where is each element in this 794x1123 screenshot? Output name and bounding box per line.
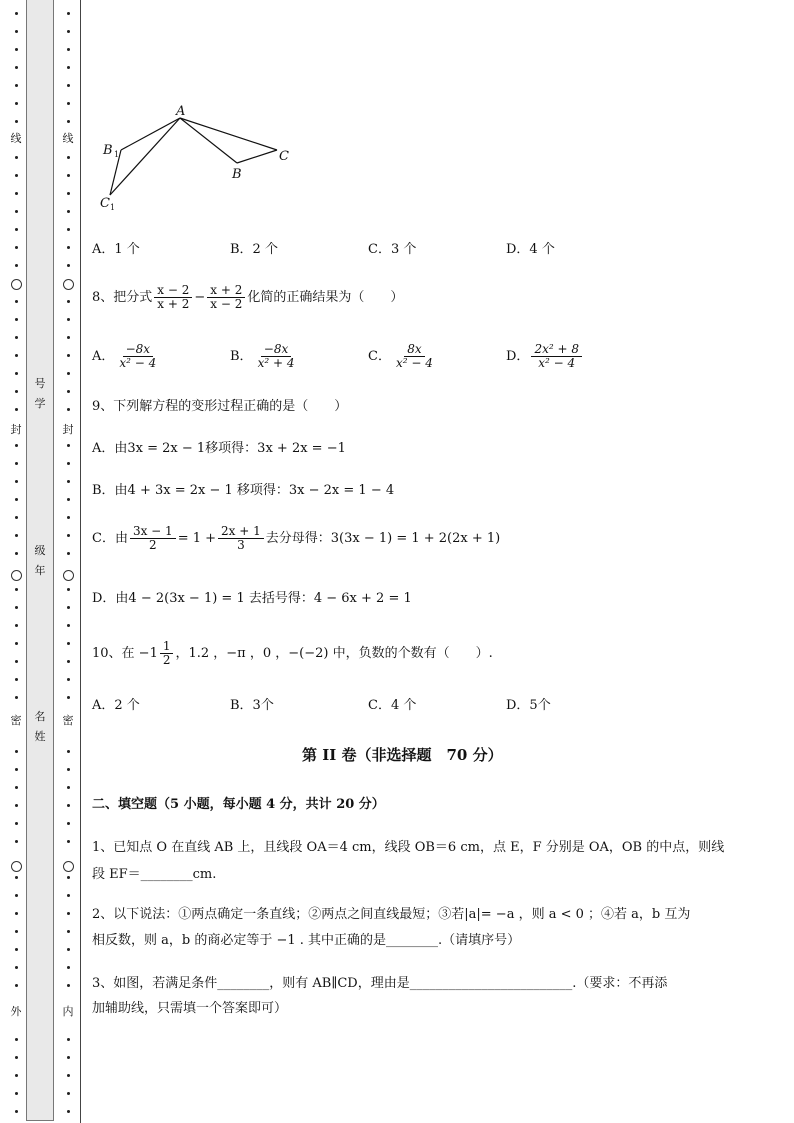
q9-c-f1-denominator: 2 (149, 538, 157, 552)
q9-c-mid: = 1 + (177, 531, 217, 546)
seal-dot (67, 876, 70, 879)
seal-dot (67, 228, 70, 231)
q8-option-label: B． (230, 349, 253, 364)
q10-stem-post: ，1.2 ，−π ，0 ，−(−2) 中，负数的个数有（ ）. (175, 646, 493, 661)
seal-dot (67, 588, 70, 591)
seal-dot (15, 210, 18, 213)
seal-dot (15, 552, 18, 555)
seal-dot (15, 444, 18, 447)
fill-q2-line-2: 相反数，则 a，b 的商必定等于 −1 . 其中正确的是________.（请填序号） (92, 933, 521, 948)
seal-dot (15, 1038, 18, 1041)
q9-c-f2-numerator: 2x + 1 (218, 525, 264, 539)
seal-dot (67, 174, 70, 177)
seal-dot (15, 804, 18, 807)
seal-circle (63, 861, 74, 872)
q8-option-c (368, 343, 438, 370)
q8-stem-pre: 8、把分式 (92, 290, 153, 305)
seal-dot (67, 642, 70, 645)
seal-dot (15, 498, 18, 501)
point-C1-subscript: 1 (110, 203, 116, 212)
q7-option-d: D．4 个 (506, 242, 555, 257)
margin-rule (80, 0, 81, 1123)
q9-option-c (92, 525, 500, 552)
seal-dot (15, 1074, 18, 1077)
seal-dot (67, 318, 70, 321)
seal-dot (15, 894, 18, 897)
seal-dot (67, 390, 70, 393)
seal-dot (67, 264, 70, 267)
seal-dot (15, 264, 18, 267)
seal-dot (67, 696, 70, 699)
triangle-figure (95, 100, 305, 215)
seal-char: 封 (8, 424, 24, 436)
binding-strip (26, 0, 54, 1121)
seal-dot (15, 30, 18, 33)
fill-q3-line-2: 加辅助线，只需填一个答案即可） (92, 1001, 288, 1016)
q9-c-f2-denominator: 3 (237, 538, 245, 552)
seal-dot (15, 1110, 18, 1113)
seal-dot (67, 552, 70, 555)
seal-dot (67, 156, 70, 159)
question-9-stem: 9、下列解方程的变形过程正确的是（ ） (92, 399, 348, 414)
seal-dot (15, 678, 18, 681)
seal-circle (63, 279, 74, 290)
seal-char: 线 (60, 133, 76, 145)
seal-dot (15, 822, 18, 825)
seal-dot (15, 336, 18, 339)
fill-q1-line-1: 1、已知点 O 在直线 AB 上，且线段 OA＝4 cm，线段 OB＝6 cm，点 E，F 分别是 OA，OB 的中点，则线 (92, 840, 725, 855)
seal-dot (15, 786, 18, 789)
seal-dot (67, 840, 70, 843)
seal-dot (67, 750, 70, 753)
seal-dot (15, 84, 18, 87)
seal-dot (15, 624, 18, 627)
q8-option-denominator: x² − 4 (538, 356, 576, 370)
seal-dot (67, 1092, 70, 1095)
seal-dot (15, 408, 18, 411)
seal-dot (67, 354, 70, 357)
q8-option-numerator: 8x (404, 343, 424, 357)
seal-dot (15, 1092, 18, 1095)
q7-option-a: A．1 个 (92, 242, 140, 257)
fill-q2-line-1: 2、以下说法：①两点确定一条直线；②两点之间直线最短；③若|a|= −a ，则 a < 0 ；④若 a，b 互为 (92, 907, 691, 922)
point-A-label: A (176, 104, 186, 119)
seal-dot (67, 660, 70, 663)
seal-char: 密 (60, 715, 76, 727)
q8-option-label: C． (368, 349, 391, 364)
seal-dot (67, 480, 70, 483)
seal-dot (15, 300, 18, 303)
seal-dot (15, 876, 18, 879)
point-C1-label: C (100, 196, 110, 211)
q9-option-a: A．由3x = 2x − 1移项得：3x + 2x = −1 (92, 441, 346, 456)
seal-dot (15, 984, 18, 987)
q8-option-d (506, 343, 584, 370)
q10-frac-numerator: 1 (160, 640, 174, 654)
seal-dot (15, 318, 18, 321)
seal-dot (15, 372, 18, 375)
seal-dot (15, 66, 18, 69)
q8-option-denominator: x² − 4 (395, 356, 433, 370)
seal-dot (15, 1056, 18, 1059)
seal-dot (15, 750, 18, 753)
label-hao: 号 (34, 377, 46, 390)
seal-dot (67, 534, 70, 537)
seal-dot (15, 642, 18, 645)
seal-dot (67, 210, 70, 213)
seal-circle (63, 570, 74, 581)
segment-AB (180, 118, 237, 163)
q10-option-d: D．5个 (506, 698, 551, 713)
seal-dot (67, 336, 70, 339)
seal-dot (15, 948, 18, 951)
fill-q3-line-1: 3、如图，若满足条件________，则有 AB∥CD，理由是_________________________.（要求：不再添 (92, 976, 668, 991)
seal-dot (15, 246, 18, 249)
fill-blank-section-heading: 二、填空题（5 小题，每小题 4 分，共计 20 分） (92, 797, 385, 812)
seal-dot (15, 354, 18, 357)
part-2-title: 第 II 卷（非选择题 70 分） (302, 746, 503, 764)
label-xue: 学 (34, 397, 46, 410)
q8-option-denominator: x² − 4 (119, 356, 157, 370)
seal-dot (67, 192, 70, 195)
seal-dot (15, 462, 18, 465)
seal-dot (15, 912, 18, 915)
seal-dot (15, 588, 18, 591)
q8-option-numerator: −8x (123, 343, 153, 357)
q8-f2-numerator: x + 2 (207, 284, 245, 298)
seal-dot (67, 678, 70, 681)
seal-dot (67, 498, 70, 501)
q9-option-d: D．由4 − 2(3x − 1) = 1 去括号得：4 − 6x + 2 = 1 (92, 591, 412, 606)
seal-dot (15, 12, 18, 15)
q8-minus: − (194, 290, 206, 305)
seal-dot (67, 1038, 70, 1041)
seal-dot (67, 30, 70, 33)
seal-circle (11, 861, 22, 872)
inner-seal-column (64, 0, 76, 1123)
seal-dot (67, 84, 70, 87)
seal-dot (67, 1110, 70, 1113)
seal-dot (67, 48, 70, 51)
point-B1-subscript: 1 (114, 150, 120, 159)
segment-C1A (110, 118, 180, 195)
segment-BC (237, 150, 277, 163)
question-8-stem (92, 284, 403, 311)
binding-margin (0, 0, 82, 1123)
q10-stem-pre: 10、在 −1 (92, 646, 158, 661)
q7-option-b: B．2 个 (230, 242, 278, 257)
seal-dot (67, 462, 70, 465)
q8-fraction-1 (154, 284, 192, 311)
seal-dot (67, 786, 70, 789)
seal-dot (67, 984, 70, 987)
seal-dot (15, 768, 18, 771)
q8-f2-denominator: x − 2 (210, 297, 243, 311)
seal-dot (15, 156, 18, 159)
seal-dot (15, 516, 18, 519)
seal-dot (67, 444, 70, 447)
seal-dot (15, 480, 18, 483)
outer-seal-column (12, 0, 24, 1123)
label-ming: 名 (34, 710, 46, 723)
seal-circle (11, 570, 22, 581)
q8-option-numerator: −8x (261, 343, 291, 357)
q7-option-c: C．3 个 (368, 242, 417, 257)
seal-dot (67, 120, 70, 123)
label-nian: 年 (34, 564, 46, 577)
label-ji: 级 (34, 544, 46, 557)
seal-dot (15, 660, 18, 663)
point-B1-label: B (103, 143, 113, 158)
fill-q1-line-2: 段 EF＝________cm. (92, 867, 217, 882)
seal-dot (67, 102, 70, 105)
q10-option-b: B．3个 (230, 698, 274, 713)
seal-char: 外 (8, 1006, 24, 1018)
q9-c-post: 去分母得：3(3x − 1) = 1 + 2(2x + 1) (265, 531, 501, 546)
seal-dot (67, 66, 70, 69)
seal-dot (67, 300, 70, 303)
seal-dot (15, 606, 18, 609)
seal-dot (67, 12, 70, 15)
seal-dot (67, 804, 70, 807)
seal-dot (15, 120, 18, 123)
segment-CA (180, 118, 277, 150)
q10-option-a: A．2 个 (92, 698, 140, 713)
q8-option-label: D． (506, 349, 530, 364)
question-10-stem (92, 640, 493, 667)
seal-dot (67, 516, 70, 519)
q8-stem-post: 化简的正确结果为（ ） (247, 290, 404, 305)
seal-dot (67, 1056, 70, 1059)
q8-option-denominator: x² + 4 (257, 356, 295, 370)
seal-dot (67, 1074, 70, 1077)
q10-option-c: C．4 个 (368, 698, 417, 713)
seal-dot (67, 606, 70, 609)
seal-char: 内 (60, 1006, 76, 1018)
seal-dot (67, 768, 70, 771)
seal-dot (67, 912, 70, 915)
q8-option-label: A． (92, 349, 115, 364)
seal-dot (67, 894, 70, 897)
seal-dot (67, 246, 70, 249)
seal-dot (15, 966, 18, 969)
q8-option-a (92, 343, 161, 370)
seal-dot (15, 534, 18, 537)
seal-char: 封 (60, 424, 76, 436)
seal-dot (67, 966, 70, 969)
q8-f1-numerator: x − 2 (154, 284, 192, 298)
seal-dot (15, 174, 18, 177)
seal-char: 密 (8, 715, 24, 727)
q9-option-b: B．由4 + 3x = 2x − 1 移项得：3x − 2x = 1 − 4 (92, 483, 395, 498)
seal-circle (11, 279, 22, 290)
point-B-label: B (232, 167, 242, 182)
seal-dot (15, 102, 18, 105)
q10-frac-denominator: 2 (162, 653, 171, 667)
q8-fraction-2 (207, 284, 245, 311)
q8-f1-denominator: x + 2 (157, 297, 190, 311)
seal-dot (67, 624, 70, 627)
seal-dot (15, 48, 18, 51)
q8-option-b (230, 343, 299, 370)
seal-dot (15, 228, 18, 231)
seal-dot (67, 408, 70, 411)
seal-dot (15, 390, 18, 393)
seal-dot (15, 696, 18, 699)
seal-dot (67, 372, 70, 375)
q9-c-f1-numerator: 3x − 1 (130, 525, 176, 539)
seal-dot (67, 948, 70, 951)
q8-option-numerator: 2x² + 8 (531, 343, 582, 357)
seal-dot (15, 840, 18, 843)
seal-dot (15, 192, 18, 195)
segment-AB1 (121, 118, 180, 150)
q9-c-pre: C．由 (92, 531, 128, 546)
seal-dot (15, 930, 18, 933)
label-xing: 姓 (34, 730, 46, 743)
seal-char: 线 (8, 133, 24, 145)
point-C-label: C (279, 149, 289, 164)
seal-dot (67, 822, 70, 825)
seal-dot (67, 930, 70, 933)
